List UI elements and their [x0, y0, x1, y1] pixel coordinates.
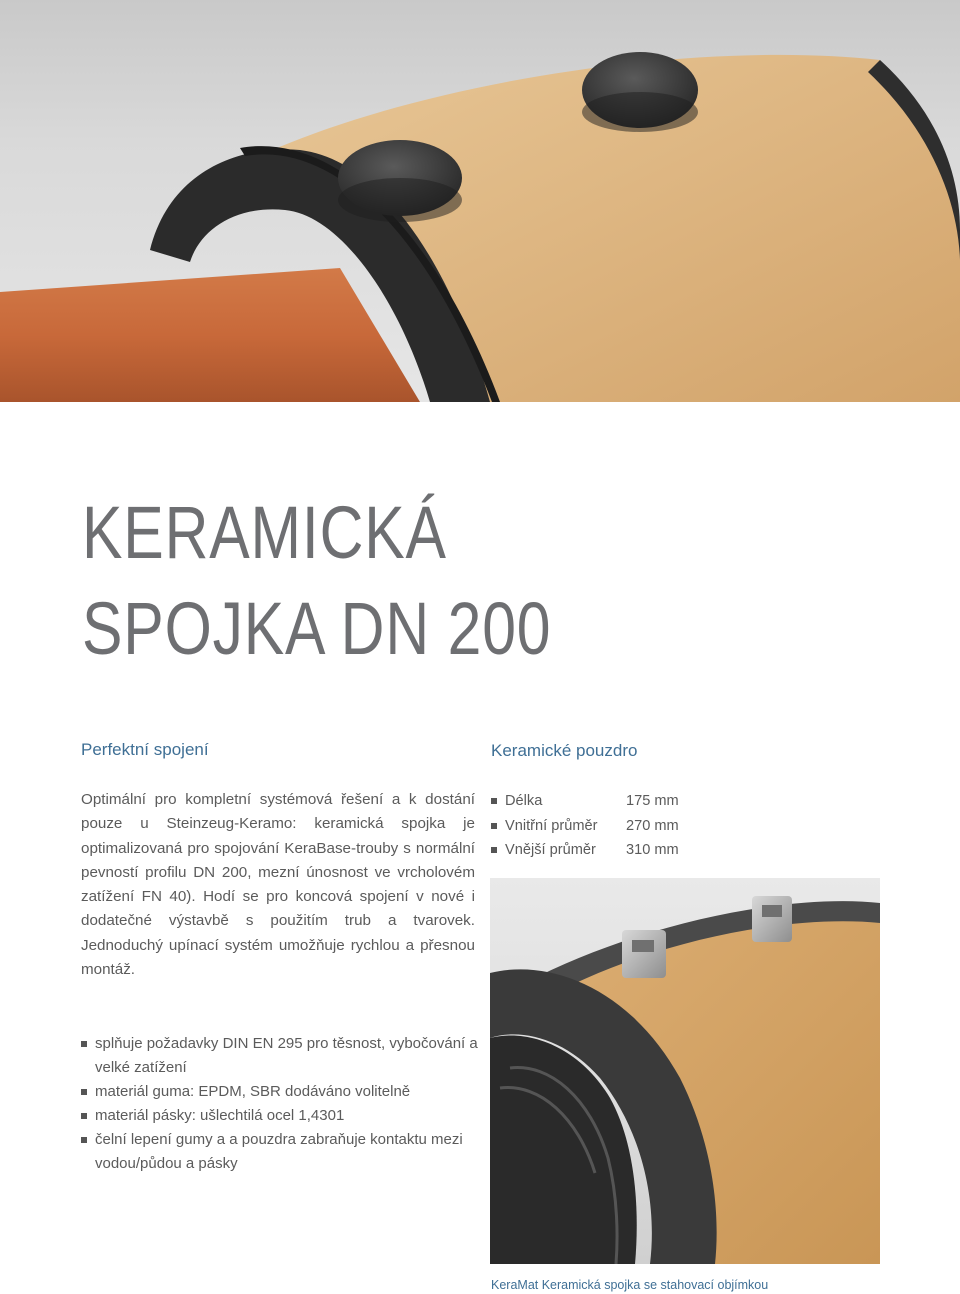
- page-title: [82, 491, 552, 670]
- spec-value: 310 mm: [626, 842, 679, 858]
- spec-label: Délka: [505, 793, 543, 809]
- spec-label: Vnitřní průměr: [505, 817, 598, 834]
- bullet-icon: [81, 1137, 87, 1143]
- feature-list: [81, 1032, 481, 1176]
- feature-item: [81, 1080, 481, 1104]
- bullet-icon: [491, 847, 497, 853]
- title-line-2: SPOJKA DN 200: [82, 587, 552, 670]
- feature-item: [81, 1104, 481, 1128]
- bullet-icon: [81, 1089, 87, 1095]
- coupling-clamp-photo-illustration: [490, 878, 880, 1264]
- spec-value: 270 mm: [626, 817, 679, 834]
- spec-item: [491, 814, 711, 839]
- coupling-photo-illustration: [0, 0, 960, 402]
- hero-photo: [0, 0, 960, 402]
- feature-text: čelní lepení gumy a a pouzdra zabraňuje kontaktu mezi vodou/půdou a pásky: [95, 1131, 463, 1172]
- spec-item: [491, 838, 711, 863]
- feature-item: [81, 1128, 481, 1176]
- bullet-icon: [81, 1113, 87, 1119]
- spec-value: 175 mm: [626, 793, 679, 809]
- feature-text: materiál guma: EPDM, SBR dodáváno volitelně: [95, 1083, 411, 1100]
- title-line-1: KERAMICKÁ: [82, 491, 447, 574]
- photo-caption: KeraMat Keramická spojka se stahovací objímkou: [491, 1278, 769, 1292]
- bullet-icon: [491, 798, 497, 804]
- feature-text: splňuje požadavky DIN EN 295 pro těsnost, vybočování a velké zatížení: [95, 1035, 478, 1076]
- feature-text: materiál pásky: ušlechtilá ocel 1,4301: [95, 1107, 345, 1124]
- product-photo: [490, 878, 880, 1264]
- spec-label: Vnější průměr: [505, 842, 596, 858]
- spec-item: [491, 789, 711, 814]
- feature-item: [81, 1032, 481, 1080]
- intro-paragraph: Optimální pro kompletní systémová řešení a k dostání pouze u Steinzeug-Keramo: keramická spojka je optimalizovaná pro spojování KeraBase-trouby s normální pevností profilu DN 200, mezní únosnost ve vrcholovém zatížení FN 40). Hodí se pro koncová spojení v nové i dodatečné výstavbě s použitím trub a tvarovek. Jednoduchý upínací systém umožňuje rychlou a přesnou montáž.: [81, 791, 475, 979]
- bullet-icon: [81, 1041, 87, 1047]
- section-heading-perfect-connection: Perfektní spojení: [81, 740, 209, 759]
- bullet-icon: [491, 823, 497, 829]
- section-heading-ceramic-sleeve: Keramické pouzdro: [491, 741, 638, 760]
- spec-list: [491, 789, 711, 863]
